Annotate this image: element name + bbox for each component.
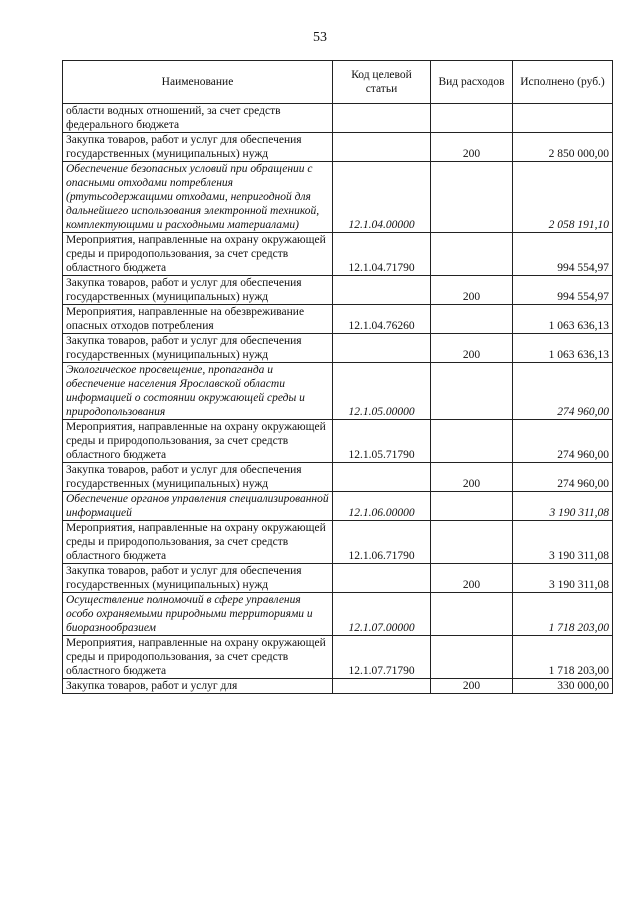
- sum-cell: 994 554,97: [513, 276, 613, 305]
- sum-cell: 274 960,00: [513, 420, 613, 463]
- type-cell: [431, 305, 513, 334]
- table-row: [63, 363, 613, 420]
- table-row: [63, 276, 613, 305]
- table-row: [63, 420, 613, 463]
- type-cell: [431, 521, 513, 564]
- type-cell: [431, 593, 513, 636]
- code-cell: 12.1.07.71790: [333, 636, 431, 679]
- table-row: [63, 636, 613, 679]
- name-cell: Обеспечение органов управления специализированной информацией: [63, 492, 333, 521]
- code-cell: [333, 679, 431, 694]
- table-row: [63, 104, 613, 133]
- sum-cell: 274 960,00: [513, 363, 613, 420]
- budget-table: [62, 60, 613, 694]
- name-cell: Мероприятия, направленные на охрану окружающей среды и природопользования, за счет средств областного бюджета: [63, 521, 333, 564]
- code-cell: [333, 334, 431, 363]
- sum-cell: 3 190 311,08: [513, 492, 613, 521]
- type-cell: 200: [431, 679, 513, 694]
- header-name: Наименование: [63, 61, 333, 104]
- sum-cell: 1 718 203,00: [513, 593, 613, 636]
- code-cell: 12.1.06.00000: [333, 492, 431, 521]
- type-cell: 200: [431, 463, 513, 492]
- type-cell: [431, 104, 513, 133]
- name-cell: области водных отношений, за счет средств федерального бюджета: [63, 104, 333, 133]
- code-cell: 12.1.05.00000: [333, 363, 431, 420]
- name-cell: Мероприятия, направленные на охрану окружающей среды и природопользования, за счет средств областного бюджета: [63, 636, 333, 679]
- sum-cell: 994 554,97: [513, 233, 613, 276]
- table-row: [63, 492, 613, 521]
- type-cell: [431, 492, 513, 521]
- table-row: [63, 521, 613, 564]
- code-cell: [333, 276, 431, 305]
- name-cell: Закупка товаров, работ и услуг для обеспечения государственных (муниципальных) нужд: [63, 276, 333, 305]
- code-cell: 12.1.04.00000: [333, 162, 431, 233]
- sum-cell: 330 000,00: [513, 679, 613, 694]
- table-row: [63, 233, 613, 276]
- sum-cell: 274 960,00: [513, 463, 613, 492]
- name-cell: Закупка товаров, работ и услуг для: [63, 679, 333, 694]
- table-header-row: [63, 61, 613, 104]
- sum-cell: 1 063 636,13: [513, 334, 613, 363]
- page-number: 53: [313, 30, 327, 45]
- sum-cell: 1 718 203,00: [513, 636, 613, 679]
- header-type: Вид расходов: [431, 61, 513, 104]
- type-cell: [431, 420, 513, 463]
- sum-cell: 2 850 000,00: [513, 133, 613, 162]
- code-cell: 12.1.04.76260: [333, 305, 431, 334]
- table-row: [63, 305, 613, 334]
- code-cell: [333, 463, 431, 492]
- sum-cell: 3 190 311,08: [513, 521, 613, 564]
- table-row: [63, 564, 613, 593]
- code-cell: [333, 564, 431, 593]
- header-sum: Исполнено (руб.): [513, 61, 613, 104]
- type-cell: [431, 363, 513, 420]
- code-cell: 12.1.06.71790: [333, 521, 431, 564]
- table-row: [63, 133, 613, 162]
- type-cell: 200: [431, 133, 513, 162]
- table-row: [63, 593, 613, 636]
- name-cell: Закупка товаров, работ и услуг для обеспечения государственных (муниципальных) нужд: [63, 564, 333, 593]
- table-row: [63, 334, 613, 363]
- type-cell: [431, 636, 513, 679]
- name-cell: Закупка товаров, работ и услуг для обеспечения государственных (муниципальных) нужд: [63, 463, 333, 492]
- sum-cell: 1 063 636,13: [513, 305, 613, 334]
- name-cell: Осуществление полномочий в сфере управления особо охраняемыми природными территориями и биоразнообразием: [63, 593, 333, 636]
- code-cell: 12.1.07.00000: [333, 593, 431, 636]
- name-cell: Экологическое просвещение, пропаганда и обеспечение населения Ярославской области информацией о состоянии окружающей среды и природопользования: [63, 363, 333, 420]
- name-cell: Закупка товаров, работ и услуг для обеспечения государственных (муниципальных) нужд: [63, 133, 333, 162]
- sum-cell: 3 190 311,08: [513, 564, 613, 593]
- header-code: Код целевой статьи: [333, 61, 431, 104]
- name-cell: Мероприятия, направленные на обезвреживание опасных отходов потребления: [63, 305, 333, 334]
- type-cell: 200: [431, 564, 513, 593]
- type-cell: [431, 162, 513, 233]
- name-cell: Мероприятия, направленные на охрану окружающей среды и природопользования, за счет средств областного бюджета: [63, 420, 333, 463]
- code-cell: [333, 104, 431, 133]
- type-cell: 200: [431, 276, 513, 305]
- name-cell: Закупка товаров, работ и услуг для обеспечения государственных (муниципальных) нужд: [63, 334, 333, 363]
- code-cell: 12.1.04.71790: [333, 233, 431, 276]
- code-cell: [333, 133, 431, 162]
- code-cell: 12.1.05.71790: [333, 420, 431, 463]
- table-row: [63, 162, 613, 233]
- sum-cell: 2 058 191,10: [513, 162, 613, 233]
- type-cell: 200: [431, 334, 513, 363]
- table-row: [63, 463, 613, 492]
- type-cell: [431, 233, 513, 276]
- table-row: [63, 679, 613, 694]
- name-cell: Обеспечение безопасных условий при обращении с опасными отходами потребления (ртутьсодержащими отходами, непригодной для дальнейшего использования электронной техникой, комплектующими и расходными материалами): [63, 162, 333, 233]
- sum-cell: [513, 104, 613, 133]
- name-cell: Мероприятия, направленные на охрану окружающей среды и природопользования, за счет средств областного бюджета: [63, 233, 333, 276]
